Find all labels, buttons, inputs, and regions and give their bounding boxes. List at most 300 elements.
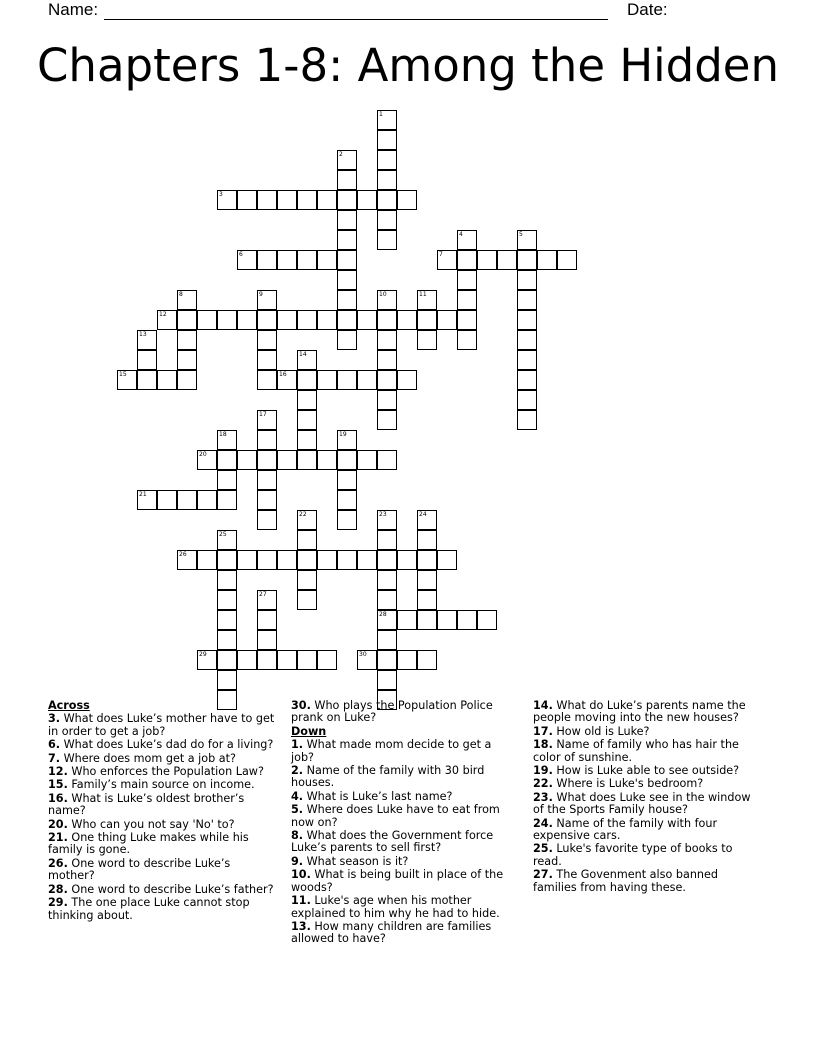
crossword-cell[interactable] <box>457 310 477 330</box>
clue-number: 22 <box>299 511 307 518</box>
crossword-cell[interactable] <box>417 610 437 630</box>
crossword-cell[interactable] <box>337 230 357 250</box>
crossword-cell[interactable] <box>337 550 357 570</box>
clue-item <box>533 700 761 725</box>
crossword-cell[interactable] <box>217 530 237 550</box>
crossword-cell[interactable] <box>217 190 237 210</box>
crossword-cell[interactable] <box>337 370 357 390</box>
crossword-cell[interactable] <box>257 610 277 630</box>
clue-number: 16 <box>279 371 287 378</box>
clue-text: What do Luke’s parents name the people moving into the new houses? <box>533 699 746 725</box>
clue-item <box>533 843 761 868</box>
crossword-cell[interactable] <box>417 570 437 590</box>
clue-item <box>291 804 517 829</box>
down-heading: Down <box>291 724 327 738</box>
clues-column-3 <box>533 700 761 895</box>
clue-item <box>48 766 276 778</box>
crossword-cell[interactable] <box>377 390 397 410</box>
crossword-cell[interactable] <box>377 130 397 150</box>
crossword-cell[interactable] <box>337 510 357 530</box>
crossword-cell[interactable] <box>217 430 237 450</box>
crossword-cell[interactable] <box>157 370 177 390</box>
clue-item <box>48 884 276 896</box>
clue-number: 8 <box>179 291 183 298</box>
crossword-cell[interactable] <box>417 310 437 330</box>
clue-item <box>291 869 517 894</box>
crossword-cell[interactable] <box>257 330 277 350</box>
crossword-cell[interactable] <box>297 450 317 470</box>
crossword-cell[interactable] <box>557 250 577 270</box>
clue-text: Who plays the Population Police prank on Luke? <box>291 699 493 725</box>
clue-number-label: 7. <box>48 751 61 765</box>
crossword-cell[interactable] <box>257 470 277 490</box>
clue-item <box>291 895 517 920</box>
crossword-cell[interactable] <box>137 370 157 390</box>
crossword-cell[interactable] <box>377 590 397 610</box>
crossword-cell[interactable] <box>437 250 457 270</box>
crossword-cell[interactable] <box>377 610 397 630</box>
crossword-cell[interactable] <box>377 350 397 370</box>
clue-text: What does Luke’s dad do for a living? <box>63 738 274 752</box>
clue-number: 13 <box>139 331 147 338</box>
crossword-cell[interactable] <box>197 490 217 510</box>
crossword-cell[interactable] <box>377 550 397 570</box>
clue-item <box>291 830 517 855</box>
crossword-cell[interactable] <box>257 430 277 450</box>
crossword-cell[interactable] <box>337 150 357 170</box>
clue-number: 27 <box>259 591 267 598</box>
crossword-cell[interactable] <box>517 370 537 390</box>
clue-number: 6 <box>239 251 243 258</box>
crossword-cell[interactable] <box>377 290 397 310</box>
clue-item <box>48 858 276 883</box>
clue-text: One word to describe Luke’s mother? <box>48 856 231 883</box>
crossword-cell[interactable] <box>257 250 277 270</box>
clue-number-label: 4. <box>291 789 304 803</box>
crossword-cell[interactable] <box>337 310 357 330</box>
clue-number: 4 <box>459 231 463 238</box>
clue-item <box>48 819 276 831</box>
crossword-cell[interactable] <box>377 310 397 330</box>
crossword-cell[interactable] <box>297 410 317 430</box>
clue-number-label: 17. <box>533 724 553 738</box>
crossword-cell[interactable] <box>237 450 257 470</box>
crossword-cell[interactable] <box>517 290 537 310</box>
clue-item <box>48 779 276 791</box>
crossword-cell[interactable] <box>257 650 277 670</box>
crossword-cell[interactable] <box>177 290 197 310</box>
crossword-cell[interactable] <box>397 650 417 670</box>
crossword-cell[interactable] <box>377 670 397 690</box>
crossword-cell[interactable] <box>337 270 357 290</box>
clue-text: What made mom decide to get a job? <box>291 738 492 764</box>
clue-number: 10 <box>379 291 387 298</box>
crossword-cell[interactable] <box>177 550 197 570</box>
clue-number-label: 28. <box>48 882 68 896</box>
clue-text: What season is it? <box>306 854 409 868</box>
crossword-cell[interactable] <box>357 190 377 210</box>
crossword-cell[interactable] <box>377 410 397 430</box>
clue-number: 12 <box>159 311 167 318</box>
clue-number: 25 <box>219 531 227 538</box>
crossword-cell[interactable] <box>197 310 217 330</box>
clue-text: Luke's favorite type of books to read. <box>533 842 733 868</box>
across-heading: Across <box>48 699 90 712</box>
clue-text: What is Luke’s oldest brother’s name? <box>48 791 245 818</box>
clue-number: 2 <box>339 151 343 158</box>
crossword-cell[interactable] <box>217 570 237 590</box>
crossword-cell[interactable] <box>177 330 197 350</box>
clue-text: What does Luke see in the window of the Sports Family house? <box>533 790 751 817</box>
clue-item <box>48 739 276 751</box>
clue-number: 20 <box>199 451 207 458</box>
crossword-cell[interactable] <box>177 370 197 390</box>
crossword-cell[interactable] <box>397 550 417 570</box>
clue-text: How is Luke able to see outside? <box>556 764 740 778</box>
crossword-cell[interactable] <box>357 650 377 670</box>
crossword-cell[interactable] <box>137 350 157 370</box>
crossword-cell[interactable] <box>437 610 457 630</box>
clue-text: What does Luke’s mother have to get in order to get a job? <box>48 712 275 738</box>
crossword-cell[interactable] <box>417 530 437 550</box>
page-title: Chapters 1-8: Among the Hidden <box>37 39 779 92</box>
crossword-cell[interactable] <box>337 290 357 310</box>
clue-number: 30 <box>359 651 367 658</box>
crossword-cell[interactable] <box>217 610 237 630</box>
crossword-cell[interactable] <box>197 550 217 570</box>
crossword-cell[interactable] <box>377 190 397 210</box>
clue-number-label: 8. <box>291 829 304 843</box>
crossword-cell[interactable] <box>297 570 317 590</box>
crossword-cell[interactable] <box>457 270 477 290</box>
crossword-cell[interactable] <box>257 550 277 570</box>
crossword-cell[interactable] <box>337 190 357 210</box>
clue-number: 3 <box>219 191 223 198</box>
clue-number-label: 3. <box>48 712 61 726</box>
clue-number-label: 22. <box>533 777 553 791</box>
crossword-cell[interactable] <box>277 650 297 670</box>
crossword-cell[interactable] <box>517 230 537 250</box>
clue-item <box>291 765 517 790</box>
clue-text: Who enforces the Population Law? <box>71 765 264 779</box>
clue-number: 15 <box>119 371 127 378</box>
crossword-cell[interactable] <box>377 170 397 190</box>
crossword-cell[interactable] <box>477 610 497 630</box>
clue-number-label: 14. <box>533 699 553 712</box>
crossword-cell[interactable] <box>317 650 337 670</box>
crossword-cell[interactable] <box>297 510 317 530</box>
crossword-cell[interactable] <box>337 450 357 470</box>
crossword-cell[interactable] <box>297 350 317 370</box>
crossword-cell[interactable] <box>137 490 157 510</box>
clue-number-label: 5. <box>291 803 304 817</box>
clue-item <box>291 700 517 725</box>
clue-number-label: 29. <box>48 896 68 910</box>
crossword-cell[interactable] <box>377 510 397 530</box>
crossword-cell[interactable] <box>277 310 297 330</box>
crossword-cell[interactable] <box>377 570 397 590</box>
crossword-cell[interactable] <box>257 410 277 430</box>
crossword-cell[interactable] <box>217 630 237 650</box>
clue-text: What is being built in place of the woods? <box>291 868 504 894</box>
crossword-cell[interactable] <box>357 370 377 390</box>
clue-number: 7 <box>439 251 443 258</box>
clue-number-label: 19. <box>533 764 553 778</box>
crossword-cell[interactable] <box>237 190 257 210</box>
clue-item <box>533 818 761 843</box>
crossword-cell[interactable] <box>257 630 277 650</box>
crossword-cell[interactable] <box>357 310 377 330</box>
clue-text: How many children are families allowed to have? <box>291 919 492 946</box>
crossword-cell[interactable] <box>277 450 297 470</box>
crossword-cell[interactable] <box>217 470 237 490</box>
crossword-cell[interactable] <box>237 250 257 270</box>
clue-number-label: 10. <box>291 868 311 882</box>
name-label: Name: <box>48 0 99 19</box>
crossword-cell[interactable] <box>337 470 357 490</box>
crossword-cell[interactable] <box>377 370 397 390</box>
clue-number-label: 23. <box>533 790 553 804</box>
crossword-cell[interactable] <box>517 330 537 350</box>
clue-number-label: 6. <box>48 738 61 752</box>
crossword-cell[interactable] <box>317 190 337 210</box>
clue-number-label: 2. <box>291 764 304 778</box>
clue-number-label: 15. <box>48 778 68 792</box>
clue-number: 23 <box>379 511 387 518</box>
crossword-cell[interactable] <box>377 450 397 470</box>
crossword-cell[interactable] <box>137 330 157 350</box>
clue-number-label: 21. <box>48 831 68 845</box>
clue-number-label: 11. <box>291 894 311 908</box>
crossword-cell[interactable] <box>277 250 297 270</box>
crossword-cell[interactable] <box>517 270 537 290</box>
clue-text: Name of the family with 30 bird houses. <box>291 764 485 790</box>
clue-number-label: 20. <box>48 817 68 831</box>
crossword-cell[interactable] <box>297 250 317 270</box>
clue-item <box>291 856 517 868</box>
clue-number-label: 26. <box>48 856 68 870</box>
clue-number-label: 1. <box>291 738 304 752</box>
clue-number: 9 <box>259 291 263 298</box>
crossword-cell[interactable] <box>217 670 237 690</box>
crossword-cell[interactable] <box>297 310 317 330</box>
crossword-cell[interactable] <box>217 650 237 670</box>
clue-text: How old is Luke? <box>556 724 650 738</box>
crossword-cell[interactable] <box>417 650 437 670</box>
crossword-cell[interactable] <box>377 330 397 350</box>
down-clue-list <box>291 739 517 946</box>
crossword-cell[interactable] <box>517 250 537 270</box>
clue-number-label: 30. <box>291 699 311 712</box>
crossword-cell[interactable] <box>237 310 257 330</box>
clues-column-2 <box>291 700 517 947</box>
crossword-cell[interactable] <box>297 650 317 670</box>
clue-number: 14 <box>299 351 307 358</box>
crossword-cell[interactable] <box>457 290 477 310</box>
crossword-cell[interactable] <box>397 370 417 390</box>
clue-text: What is Luke’s last name? <box>306 789 453 803</box>
crossword-cell[interactable] <box>317 370 337 390</box>
clue-item <box>533 739 761 764</box>
crossword-cell[interactable] <box>317 450 337 470</box>
crossword-cell[interactable] <box>517 390 537 410</box>
clue-text: The Govenment also banned families from having these. <box>533 868 718 894</box>
clue-item <box>533 792 761 817</box>
crossword-cell[interactable] <box>297 530 317 550</box>
crossword-cell[interactable] <box>317 310 337 330</box>
crossword-cell[interactable] <box>457 610 477 630</box>
crossword-cell[interactable] <box>457 330 477 350</box>
across-clue-list-continued <box>291 700 517 725</box>
crossword-cell[interactable] <box>297 370 317 390</box>
clue-text: Where does mom get a job at? <box>63 751 236 765</box>
crossword-cell[interactable] <box>117 370 137 390</box>
crossword-cell[interactable] <box>257 290 277 310</box>
clue-number: 17 <box>259 411 267 418</box>
crossword-cell[interactable] <box>377 650 397 670</box>
crossword-cell[interactable] <box>357 450 377 470</box>
clue-item <box>48 832 276 857</box>
crossword-cell[interactable] <box>357 550 377 570</box>
crossword-cell[interactable] <box>417 290 437 310</box>
crossword-cell[interactable] <box>277 550 297 570</box>
crossword-cell[interactable] <box>337 250 357 270</box>
crossword-cell[interactable] <box>297 550 317 570</box>
date-label: Date: <box>627 0 668 19</box>
crossword-cell[interactable] <box>177 490 197 510</box>
crossword-cell[interactable] <box>457 230 477 250</box>
crossword-cell[interactable] <box>337 330 357 350</box>
clue-item <box>291 791 517 803</box>
clue-item <box>48 897 276 922</box>
clue-number-label: 16. <box>48 791 68 805</box>
crossword-cell[interactable] <box>237 550 257 570</box>
crossword-cell[interactable] <box>297 190 317 210</box>
clue-item <box>533 765 761 777</box>
crossword-cell[interactable] <box>177 350 197 370</box>
crossword-cell[interactable] <box>377 530 397 550</box>
crossword-cell[interactable] <box>157 310 177 330</box>
crossword-cell[interactable] <box>217 310 237 330</box>
crossword-cell[interactable] <box>397 190 417 210</box>
crossword-cell[interactable] <box>257 510 277 530</box>
crossword-cell[interactable] <box>217 550 237 570</box>
crossword-cell[interactable] <box>497 250 517 270</box>
crossword-cell[interactable] <box>517 350 537 370</box>
clue-number-label: 13. <box>291 919 311 933</box>
crossword-cell[interactable] <box>377 110 397 130</box>
clue-text: One thing Luke makes while his family is gone. <box>48 831 249 857</box>
crossword-cell[interactable] <box>277 370 297 390</box>
crossword-cell[interactable] <box>317 550 337 570</box>
clue-number: 11 <box>419 291 427 298</box>
clue-number-label: 18. <box>533 738 553 752</box>
clue-item <box>48 713 276 738</box>
crossword-cell[interactable] <box>457 250 477 270</box>
crossword-cell[interactable] <box>517 310 537 330</box>
crossword-cell[interactable] <box>257 370 277 390</box>
crossword-cell[interactable] <box>257 310 277 330</box>
clue-text: Name of family who has hair the color of sunshine. <box>533 738 739 764</box>
clue-item <box>48 793 276 818</box>
crossword-cell[interactable] <box>237 650 257 670</box>
crossword-cell[interactable] <box>297 390 317 410</box>
crossword-cell[interactable] <box>397 610 417 630</box>
crossword-cell[interactable] <box>337 490 357 510</box>
crossword-cell[interactable] <box>177 310 197 330</box>
clue-text: Name of the family with four expensive cars. <box>533 816 718 843</box>
crossword-cell[interactable] <box>257 350 277 370</box>
crossword-cell[interactable] <box>317 250 337 270</box>
clue-text: What does the Government force Luke’s parents to sell first? <box>291 829 494 855</box>
clue-number: 18 <box>219 431 227 438</box>
crossword-cell[interactable] <box>377 630 397 650</box>
crossword-cell[interactable] <box>257 490 277 510</box>
clue-item <box>533 726 761 738</box>
crossword-cell[interactable] <box>257 450 277 470</box>
crossword-cell[interactable] <box>377 210 397 230</box>
crossword-cell[interactable] <box>417 510 437 530</box>
clues-column-1 <box>48 700 276 923</box>
clue-item <box>291 739 517 764</box>
crossword-cell[interactable] <box>517 410 537 430</box>
crossword-cell[interactable] <box>377 230 397 250</box>
crossword-cell[interactable] <box>397 310 417 330</box>
clue-item <box>48 753 276 765</box>
crossword-cell[interactable] <box>417 550 437 570</box>
clue-number: 29 <box>199 651 207 658</box>
clue-number: 26 <box>179 551 187 558</box>
across-clue-list <box>48 713 276 922</box>
crossword-cell[interactable] <box>297 430 317 450</box>
crossword-cell[interactable] <box>297 590 317 610</box>
crossword-cell[interactable] <box>537 250 557 270</box>
crossword-cell[interactable] <box>477 250 497 270</box>
clue-text: Luke's age when his mother explained to him why he had to hide. <box>291 894 500 920</box>
clue-text: Who can you not say 'No' to? <box>71 817 235 831</box>
clue-number: 1 <box>379 111 383 118</box>
crossword-cell[interactable] <box>337 430 357 450</box>
crossword-cell[interactable] <box>337 170 357 190</box>
clue-text: The one place Luke cannot stop thinking about. <box>48 896 250 922</box>
crossword-cell[interactable] <box>157 490 177 510</box>
crossword-cell[interactable] <box>197 450 217 470</box>
clue-number: 5 <box>519 231 523 238</box>
clue-text: Where is Luke's bedroom? <box>556 777 704 791</box>
crossword-cell[interactable] <box>277 190 297 210</box>
clue-number-label: 25. <box>533 842 553 856</box>
crossword-cell[interactable] <box>417 330 437 350</box>
crossword-cell[interactable] <box>437 310 457 330</box>
crossword-cell[interactable] <box>197 650 217 670</box>
crossword-cell[interactable] <box>437 550 457 570</box>
crossword-cell[interactable] <box>257 190 277 210</box>
clue-number: 28 <box>379 611 387 618</box>
crossword-cell[interactable] <box>217 490 237 510</box>
clue-text: Where does Luke have to eat from now on? <box>291 803 500 829</box>
clue-number-label: 27. <box>533 868 553 882</box>
crossword-cell[interactable] <box>257 590 277 610</box>
clue-number: 21 <box>139 491 147 498</box>
crossword-cell[interactable] <box>377 150 397 170</box>
crossword-cell[interactable] <box>337 210 357 230</box>
clue-text: Family’s main source on income. <box>71 778 255 792</box>
crossword-cell[interactable] <box>417 590 437 610</box>
clue-number: 24 <box>419 511 427 518</box>
crossword-cell[interactable] <box>217 450 237 470</box>
crossword-cell[interactable] <box>217 590 237 610</box>
clue-item <box>291 921 517 946</box>
